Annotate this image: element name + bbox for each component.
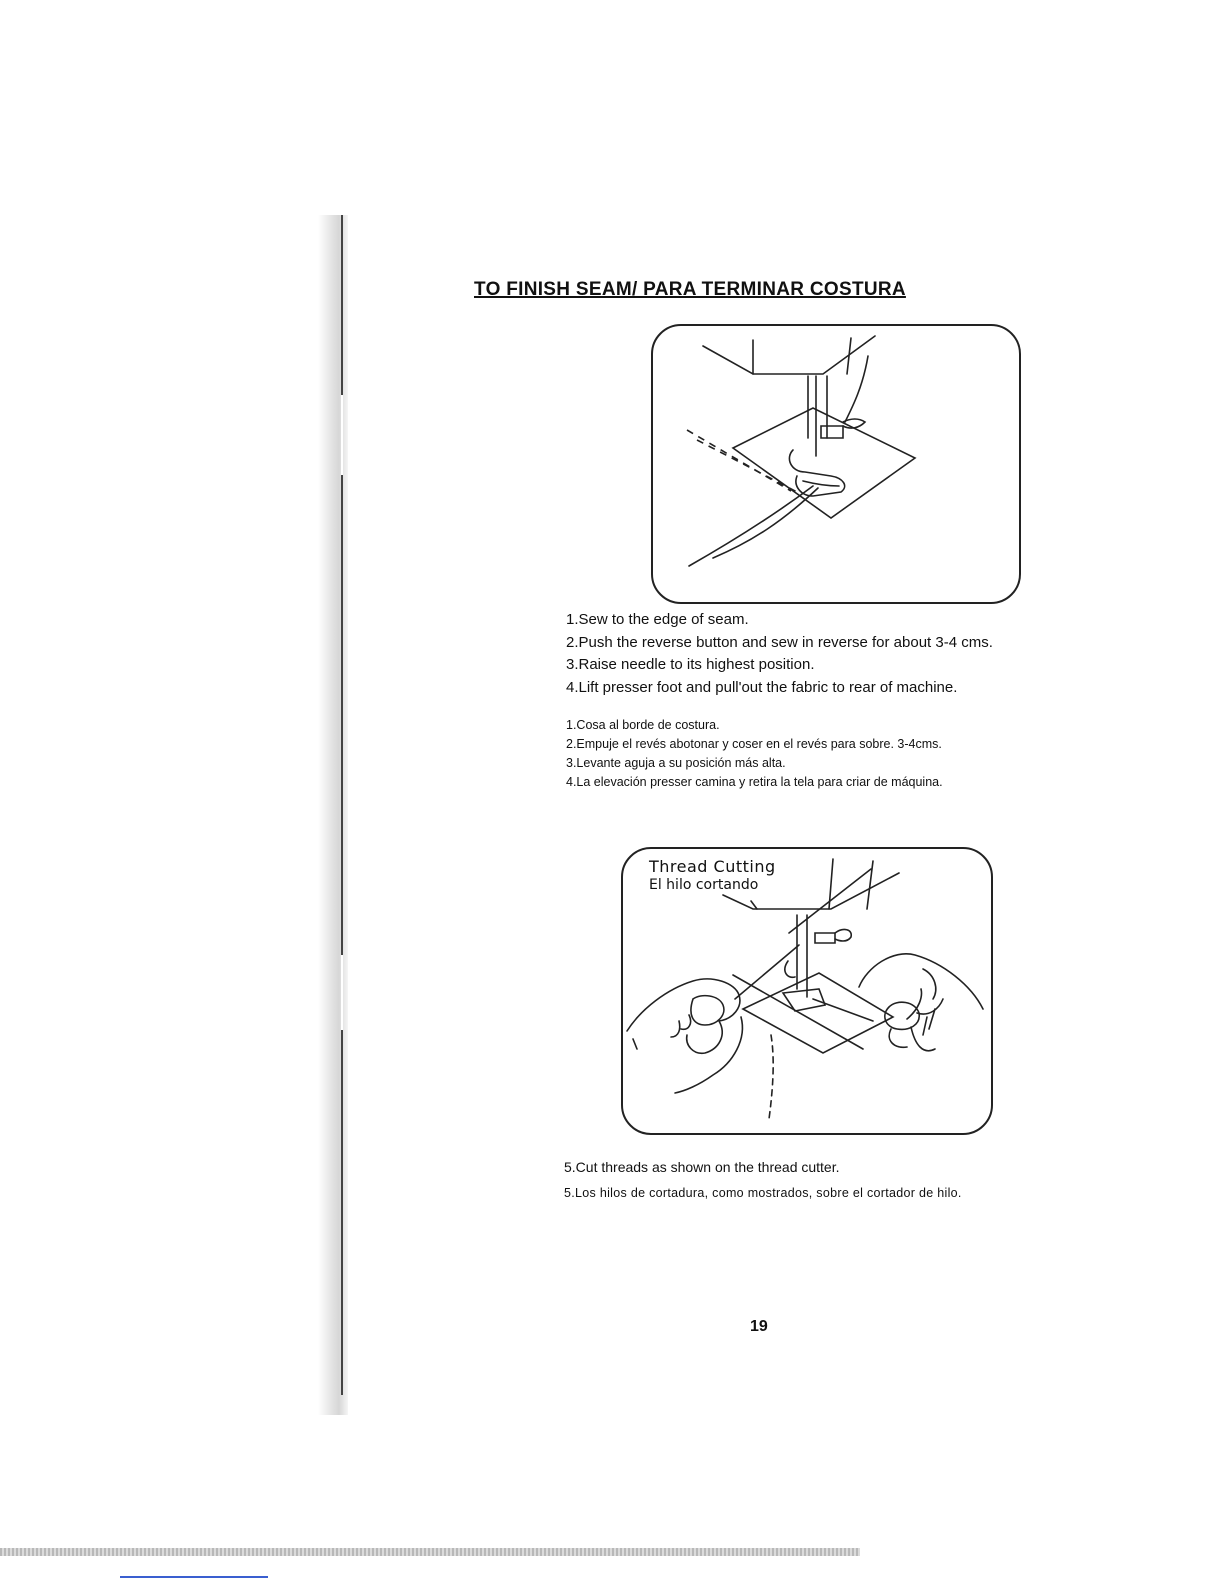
step-en-5: 5.Cut threads as shown on the thread cutter.: [564, 1159, 840, 1175]
scan-edge-line: [120, 1576, 268, 1578]
step-en-2: 2.Push the reverse button and sew in reverse for about 3-4 cms.: [566, 633, 993, 651]
step-es-4: 4.La elevación presser camina y retira la tela para criar de máquina.: [566, 775, 943, 789]
step-es-2: 2.Empuje el revés abotonar y coser en el revés para sobre. 3-4cms.: [566, 737, 942, 751]
binding-edge-line: [341, 215, 343, 1395]
step-es-5: 5.Los hilos de cortadura, como mostrados, sobre el cortador de hilo.: [564, 1186, 962, 1200]
step-es-1: 1.Cosa al borde de costura.: [566, 718, 720, 732]
thread-cutting-illustration: [621, 847, 993, 1135]
steps-spanish: [566, 716, 943, 792]
scan-edge-strip: [0, 1548, 860, 1556]
steps-english: [566, 609, 993, 699]
reverse-stitch-illustration: [651, 324, 1021, 604]
step-en-1: 1.Sew to the edge of seam.: [566, 611, 749, 628]
step-es-3: 3.Levante aguja a su posición más alta.: [566, 756, 786, 770]
binding-edge-gap: [341, 395, 343, 475]
page-title: TO FINISH SEAM/ PARA TERMINAR COSTURA: [474, 279, 906, 300]
step-en-4: 4.Lift presser foot and pull'out the fabric to rear of machine.: [566, 678, 958, 696]
page-binding-shadow: [318, 215, 348, 1415]
sewing-machine-reverse-stitch-illustration-icon: [653, 326, 1019, 602]
binding-edge-gap: [341, 955, 343, 1030]
step-en-3: 3.Raise needle to its highest position.: [566, 656, 815, 673]
thread-cutting-label: Thread Cutting: [649, 857, 776, 876]
thread-cutting-label-es: El hilo cortando: [649, 877, 759, 893]
page-number: 19: [750, 1318, 768, 1335]
